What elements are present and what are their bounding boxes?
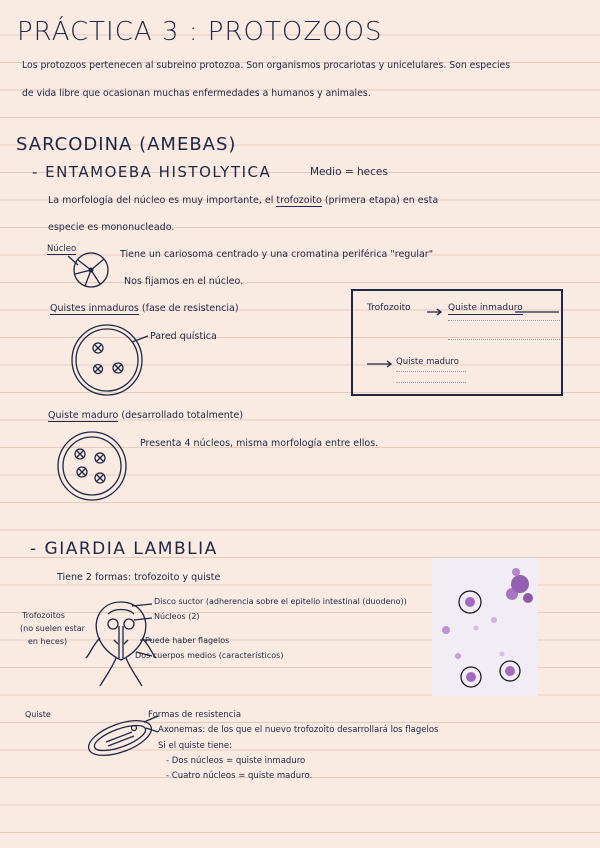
- box-quiste-inmaduro: Quiste inmaduro: [448, 303, 523, 313]
- quistes-inmaduros-label: Quistes inmaduros: [50, 303, 139, 314]
- label-disco-suctor: Disco suctor (adherencia sobre el epitelio intestinal (duodeno)): [154, 597, 407, 606]
- nucleo-description-1: Tiene un cariosoma centrado y una cromatina periférica "regular": [120, 249, 434, 260]
- quiste-maduro-note: (desarrollado totalmente): [121, 410, 244, 421]
- quiste-maduro-label: Quiste maduro: [48, 410, 119, 421]
- box-scribble-lines: [448, 320, 560, 340]
- quiste-line-3: Si el quiste tiene:: [158, 741, 232, 751]
- quiste-line-1: Formas de resistencia: [148, 710, 242, 720]
- medio-note: Medio = heces: [310, 166, 388, 178]
- trofozoitos-label-1: Trofozoitos: [22, 611, 65, 620]
- giardia-micrograph: [432, 558, 538, 696]
- morphology-text-1a: La morfología del núcleo es muy importante, el: [48, 195, 274, 206]
- nucleo-label: Núcleo: [47, 244, 77, 254]
- arrow-icon-1: [427, 308, 443, 316]
- trofozoitos-label-3: en heces): [28, 637, 68, 646]
- quistes-inmaduros-row: [50, 304, 239, 314]
- quiste-inmaduro-drawing: [70, 322, 150, 402]
- quiste-maduro-row: [48, 411, 243, 421]
- intro-line-1: Los protozoos pertenecen al subreino protozoa. Son organismos procariotas y unicelulares. Son especies: [22, 60, 511, 71]
- label-flagelos: Puede haber flagelos: [145, 636, 230, 645]
- quiste-line-5: - Cuatro núcleos = quiste maduro.: [166, 771, 313, 781]
- quistes-inmaduros-note: (fase de resistencia): [141, 303, 239, 314]
- box-quiste-maduro: Quiste maduro: [396, 357, 459, 367]
- morphology-text-1: [48, 196, 438, 206]
- arrow-icon-2: [515, 308, 561, 316]
- box-trofozoito: Trofozoito: [367, 303, 411, 313]
- label-cuerpos-medios: Dos cuerpos medios (característicos): [135, 651, 284, 660]
- micrograph-cells: [432, 558, 538, 696]
- trofozoito-keyword: trofozoito: [276, 195, 322, 206]
- quiste-line-2: Axonemas: de los que el nuevo trofozoito desarrollará los flagelos: [158, 725, 439, 735]
- morphology-text-1b: (primera etapa) en esta: [324, 195, 439, 206]
- quiste-maduro-drawing: [56, 430, 136, 510]
- page-title: PRÁCTICA 3 : PROTOZOOS: [17, 17, 383, 47]
- arrow-icon-3: [367, 360, 393, 368]
- section-heading-sarcodina: SARCODINA (AMEBAS): [16, 134, 237, 155]
- species-entamoeba: - ENTAMOEBA HISTOLYTICA: [32, 163, 272, 181]
- nucleus-pointer: [66, 255, 86, 269]
- pared-quistica-label: Pared quística: [150, 331, 217, 342]
- label-nucleos: Núcleos (2): [154, 612, 200, 621]
- trofozoitos-label-2: (no suelen estar: [20, 624, 85, 633]
- giardia-formas: Tiene 2 formas: trofozoito y quiste: [57, 572, 221, 583]
- nucleo-description-2: Nos fijamos en el núcleo.: [124, 276, 244, 287]
- morphology-text-2: especie es mononucleado.: [48, 222, 175, 233]
- lifecycle-box: [351, 289, 563, 396]
- box-scribble-lines-2: [396, 371, 466, 383]
- intro-line-2: de vida libre que ocasionan muchas enfermedades a humanos y animales.: [22, 88, 371, 99]
- species-giardia: - GIARDIA LAMBLIA: [30, 539, 218, 559]
- quiste-line-4: - Dos núcleos = quiste inmaduro: [166, 756, 306, 766]
- quiste-maduro-description: Presenta 4 núcleos, misma morfología entre ellos.: [140, 438, 379, 449]
- giardia-quiste-label: Quiste: [25, 710, 51, 719]
